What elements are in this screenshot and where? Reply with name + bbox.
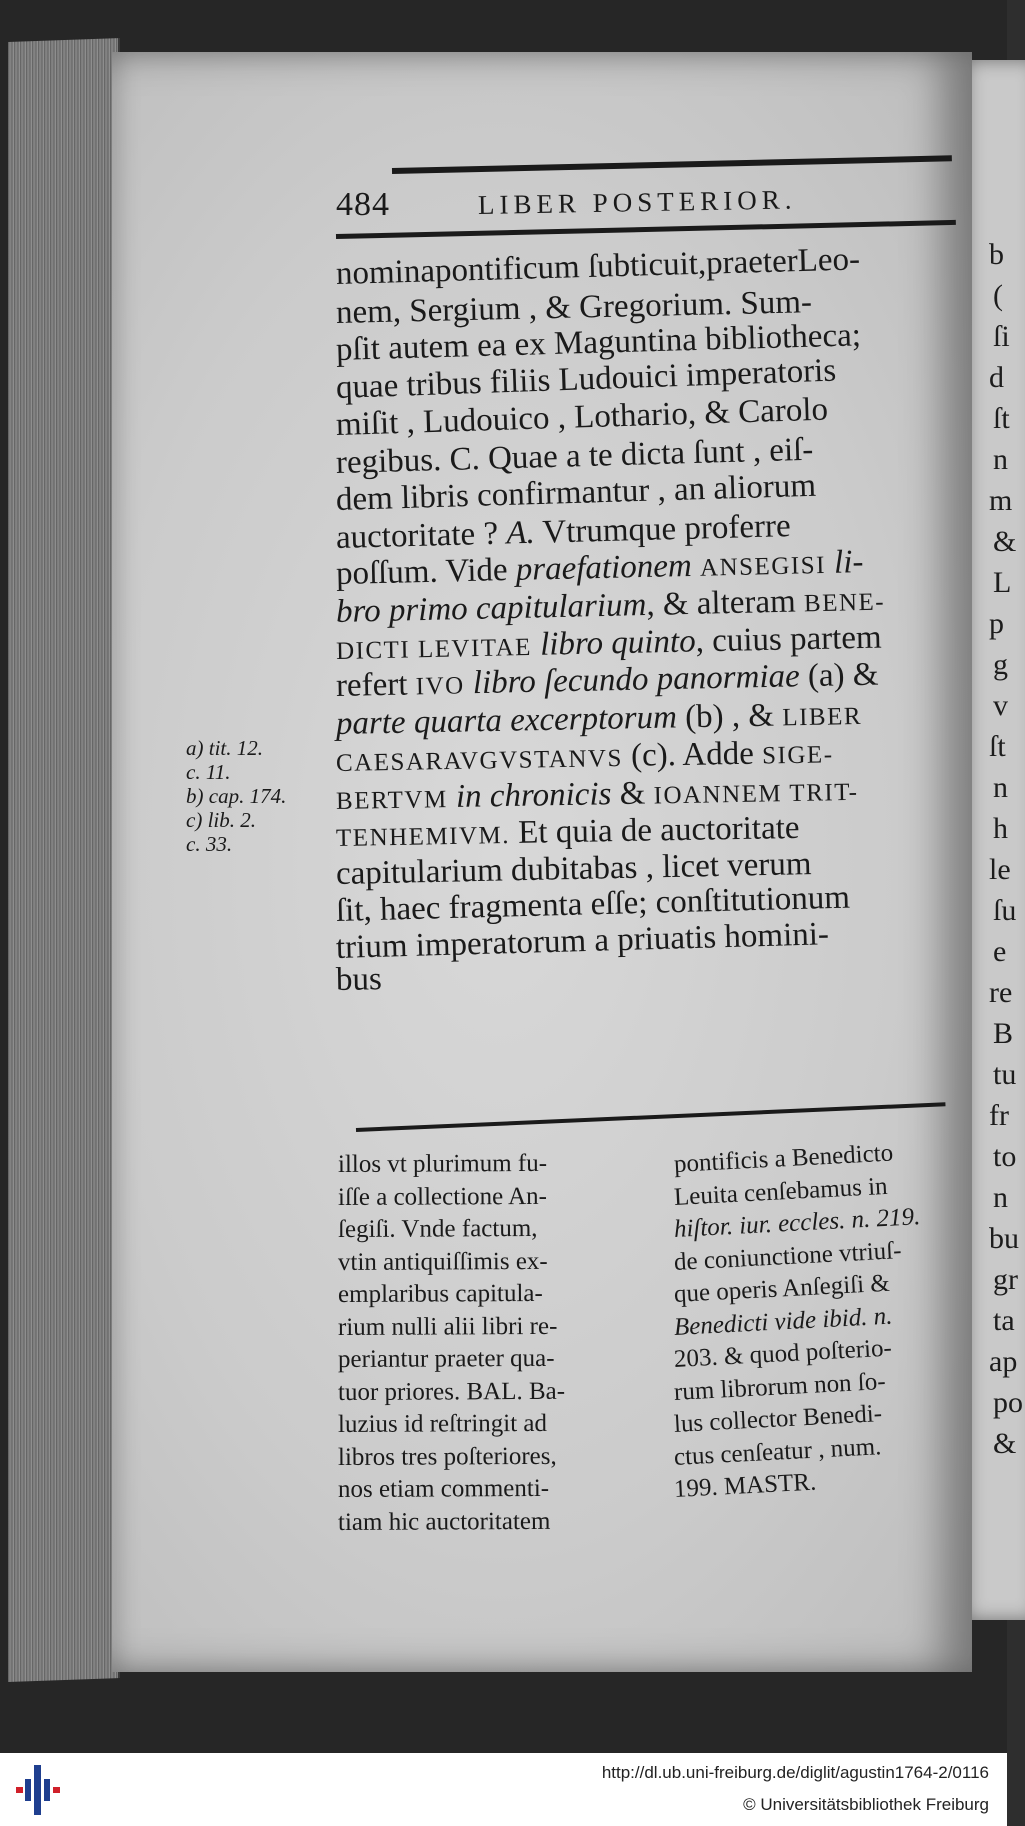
facing-page-letter: n	[993, 443, 1008, 476]
text-segment: libro quinto	[539, 623, 697, 663]
text-segment: Vtrumque proferre	[534, 508, 792, 551]
page-edges	[8, 38, 120, 1682]
library-logo-icon	[14, 1763, 64, 1817]
footnote-line: 203. & quod poſterio-	[673, 1334, 893, 1373]
margin-note: c) lib. 2.	[186, 808, 256, 832]
facing-page-letter: tu	[993, 1058, 1017, 1091]
facing-page-letter: &	[993, 525, 1017, 558]
facing-page-letter: v	[993, 689, 1008, 722]
text-segment: li-	[825, 544, 864, 581]
facing-page-letter: gr	[993, 1263, 1018, 1296]
facing-page-letter: fr	[989, 1099, 1009, 1132]
margin-note: b) cap. 174.	[186, 784, 287, 808]
footer-bar	[0, 1753, 1007, 1826]
footnote-line: que operis Anſegiſi &	[673, 1269, 891, 1308]
text-segment: libro ſecundo panormiae	[472, 658, 801, 702]
facing-page-letter: g	[993, 648, 1008, 681]
text-line	[336, 963, 382, 997]
footnote-line: illos vt plurimum fu-	[337, 1149, 548, 1178]
facing-page-letter: ſu	[993, 894, 1017, 927]
text-segment: BENE-	[803, 588, 886, 618]
footnote-line: de coniunctione vtriuſ-	[673, 1236, 903, 1276]
margin-note: a) tit. 12.	[186, 736, 263, 760]
text-segment: ANSEGISI	[699, 551, 827, 582]
text-segment: poſſum. Vide	[335, 551, 517, 592]
text-segment: miſit , Ludouico , Lothario, & Carolo	[335, 391, 829, 443]
text-segment: regibus. C. Quae a te dicta ſunt , eiſ-	[335, 431, 814, 481]
footnote-line: vtin antiquiſſimis ex-	[337, 1247, 548, 1276]
facing-page-letter: ſt	[989, 730, 1006, 763]
text-segment: , & alteram	[645, 583, 805, 623]
text-segment: trium imperatorum a priuatis homini-	[335, 916, 830, 966]
facing-page-letter: po	[993, 1386, 1023, 1419]
facing-page-letter: to	[993, 1140, 1017, 1173]
footnote-line: Leuita cenſebamus in	[673, 1172, 889, 1211]
text-segment: nem, Sergium , & Gregorium. Sum-	[335, 284, 813, 331]
facing-page-letter: n	[993, 771, 1008, 804]
text-segment: BERTVM	[335, 786, 448, 815]
facing-page-letter: p	[989, 607, 1004, 640]
footnote-line: luzius id reſtringit ad	[337, 1409, 548, 1438]
facing-page-letter: ſi	[993, 320, 1010, 353]
text-segment: (a) &	[799, 656, 879, 695]
facing-page-letter: B	[993, 1017, 1014, 1050]
margin-note: c. 33.	[186, 832, 233, 856]
text-segment: praefationem	[515, 547, 693, 588]
footer-copyright: © Universitätsbibliothek Freiburg	[743, 1795, 989, 1814]
text-segment: Et quia de auctoritate	[509, 809, 800, 851]
page-number: 484	[336, 186, 390, 223]
text-segment: DICTI LEVITAE	[335, 633, 533, 665]
footnote-line: tiam hic auctoritatem	[337, 1507, 551, 1536]
facing-page-letter: d	[989, 361, 1004, 394]
text-segment: nominapontificum ſubticuit,praeterLeo-	[335, 241, 861, 292]
facing-page-letter: ap	[989, 1345, 1018, 1378]
text-segment: &	[611, 775, 654, 813]
facing-page-letter: e	[993, 935, 1007, 968]
text-segment: , cuius partem	[695, 619, 882, 660]
footnote-line: lus collector Benedi-	[673, 1400, 883, 1438]
text-segment: (b) , &	[676, 697, 783, 736]
running-title: LIBER POSTERIOR.	[477, 184, 797, 220]
text-segment: SIGE-	[761, 741, 834, 770]
facing-page-letter: L	[993, 566, 1012, 599]
footnote-line: pontificis a Benedicto	[673, 1139, 894, 1178]
text-segment: A.	[505, 514, 536, 552]
text-segment: ſit, haec fragmenta eſſe; conſtitutionum	[335, 879, 851, 929]
footnote-line: rium nulli alii libri re-	[337, 1312, 558, 1341]
facing-page-letter: b	[989, 238, 1004, 271]
footer-url-link[interactable]: http://dl.ub.uni-freiburg.de/diglit/agustin1764-2/0116	[601, 1763, 989, 1782]
text-segment: parte quarta excerptorum	[335, 699, 678, 742]
text-segment: auctoritate ?	[335, 515, 507, 556]
text-segment: CAESARAVGVSTANVS	[335, 744, 624, 777]
text-segment: pſit autem ea ex Maguntina bibliotheca;	[335, 317, 862, 368]
text-segment: capitularium dubitabas , licet verum	[335, 846, 812, 892]
footnote-line: rum librorum non ſo-	[673, 1367, 887, 1406]
facing-page-letter: le	[989, 853, 1011, 886]
text-segment: refert	[335, 666, 417, 704]
text-segment: TENHEMIVM.	[335, 821, 511, 852]
footnote-line: hiſtor. iur. eccles. n. 219.	[673, 1203, 921, 1243]
text-segment: IVO	[415, 672, 465, 701]
footnote-line: iſſe a collectione An-	[337, 1182, 548, 1211]
facing-page-letter: bu	[989, 1222, 1019, 1255]
footnote-line: periantur praeter qua-	[337, 1344, 555, 1373]
text-segment: LIBER	[782, 702, 863, 732]
text-segment: bus	[335, 961, 383, 998]
footnote-line: ſegiſi. Vnde factum,	[337, 1214, 538, 1243]
text-segment: dem libris confirmantur , an aliorum	[335, 467, 817, 518]
facing-page-letter: ſt	[993, 402, 1010, 435]
footnote-line: tuor priores. BAL. Ba-	[337, 1377, 566, 1406]
footnote-line: nos etiam commenti-	[337, 1474, 550, 1503]
footnote-line: Benedicti vide ibid. n.	[673, 1302, 894, 1341]
footnote-line: libros tres poſteriores,	[337, 1442, 557, 1471]
facing-page-letter: n	[993, 1181, 1008, 1214]
text-segment: quae tribus filiis Ludouici imperatoris	[335, 352, 837, 406]
facing-page-letter: (	[993, 279, 1003, 312]
footnote-line: ctus cenſeatur , num.	[673, 1432, 883, 1471]
text-segment: IOANNEM TRIT-	[653, 778, 859, 810]
facing-page-letter: &	[993, 1427, 1017, 1460]
facing-page-letter: re	[989, 976, 1013, 1009]
text-segment: (c). Adde	[622, 735, 763, 774]
footnote-line: 199. MASTR.	[673, 1468, 817, 1503]
text-segment: bro primo capitularium	[335, 586, 647, 630]
margin-note: c. 11.	[186, 760, 231, 784]
facing-page-letter: m	[989, 484, 1013, 517]
footnote-line: emplaribus capitula-	[337, 1279, 543, 1308]
facing-page-letter: h	[993, 812, 1008, 845]
facing-page-letter: ta	[993, 1304, 1015, 1337]
text-segment: in chronicis	[455, 776, 612, 815]
